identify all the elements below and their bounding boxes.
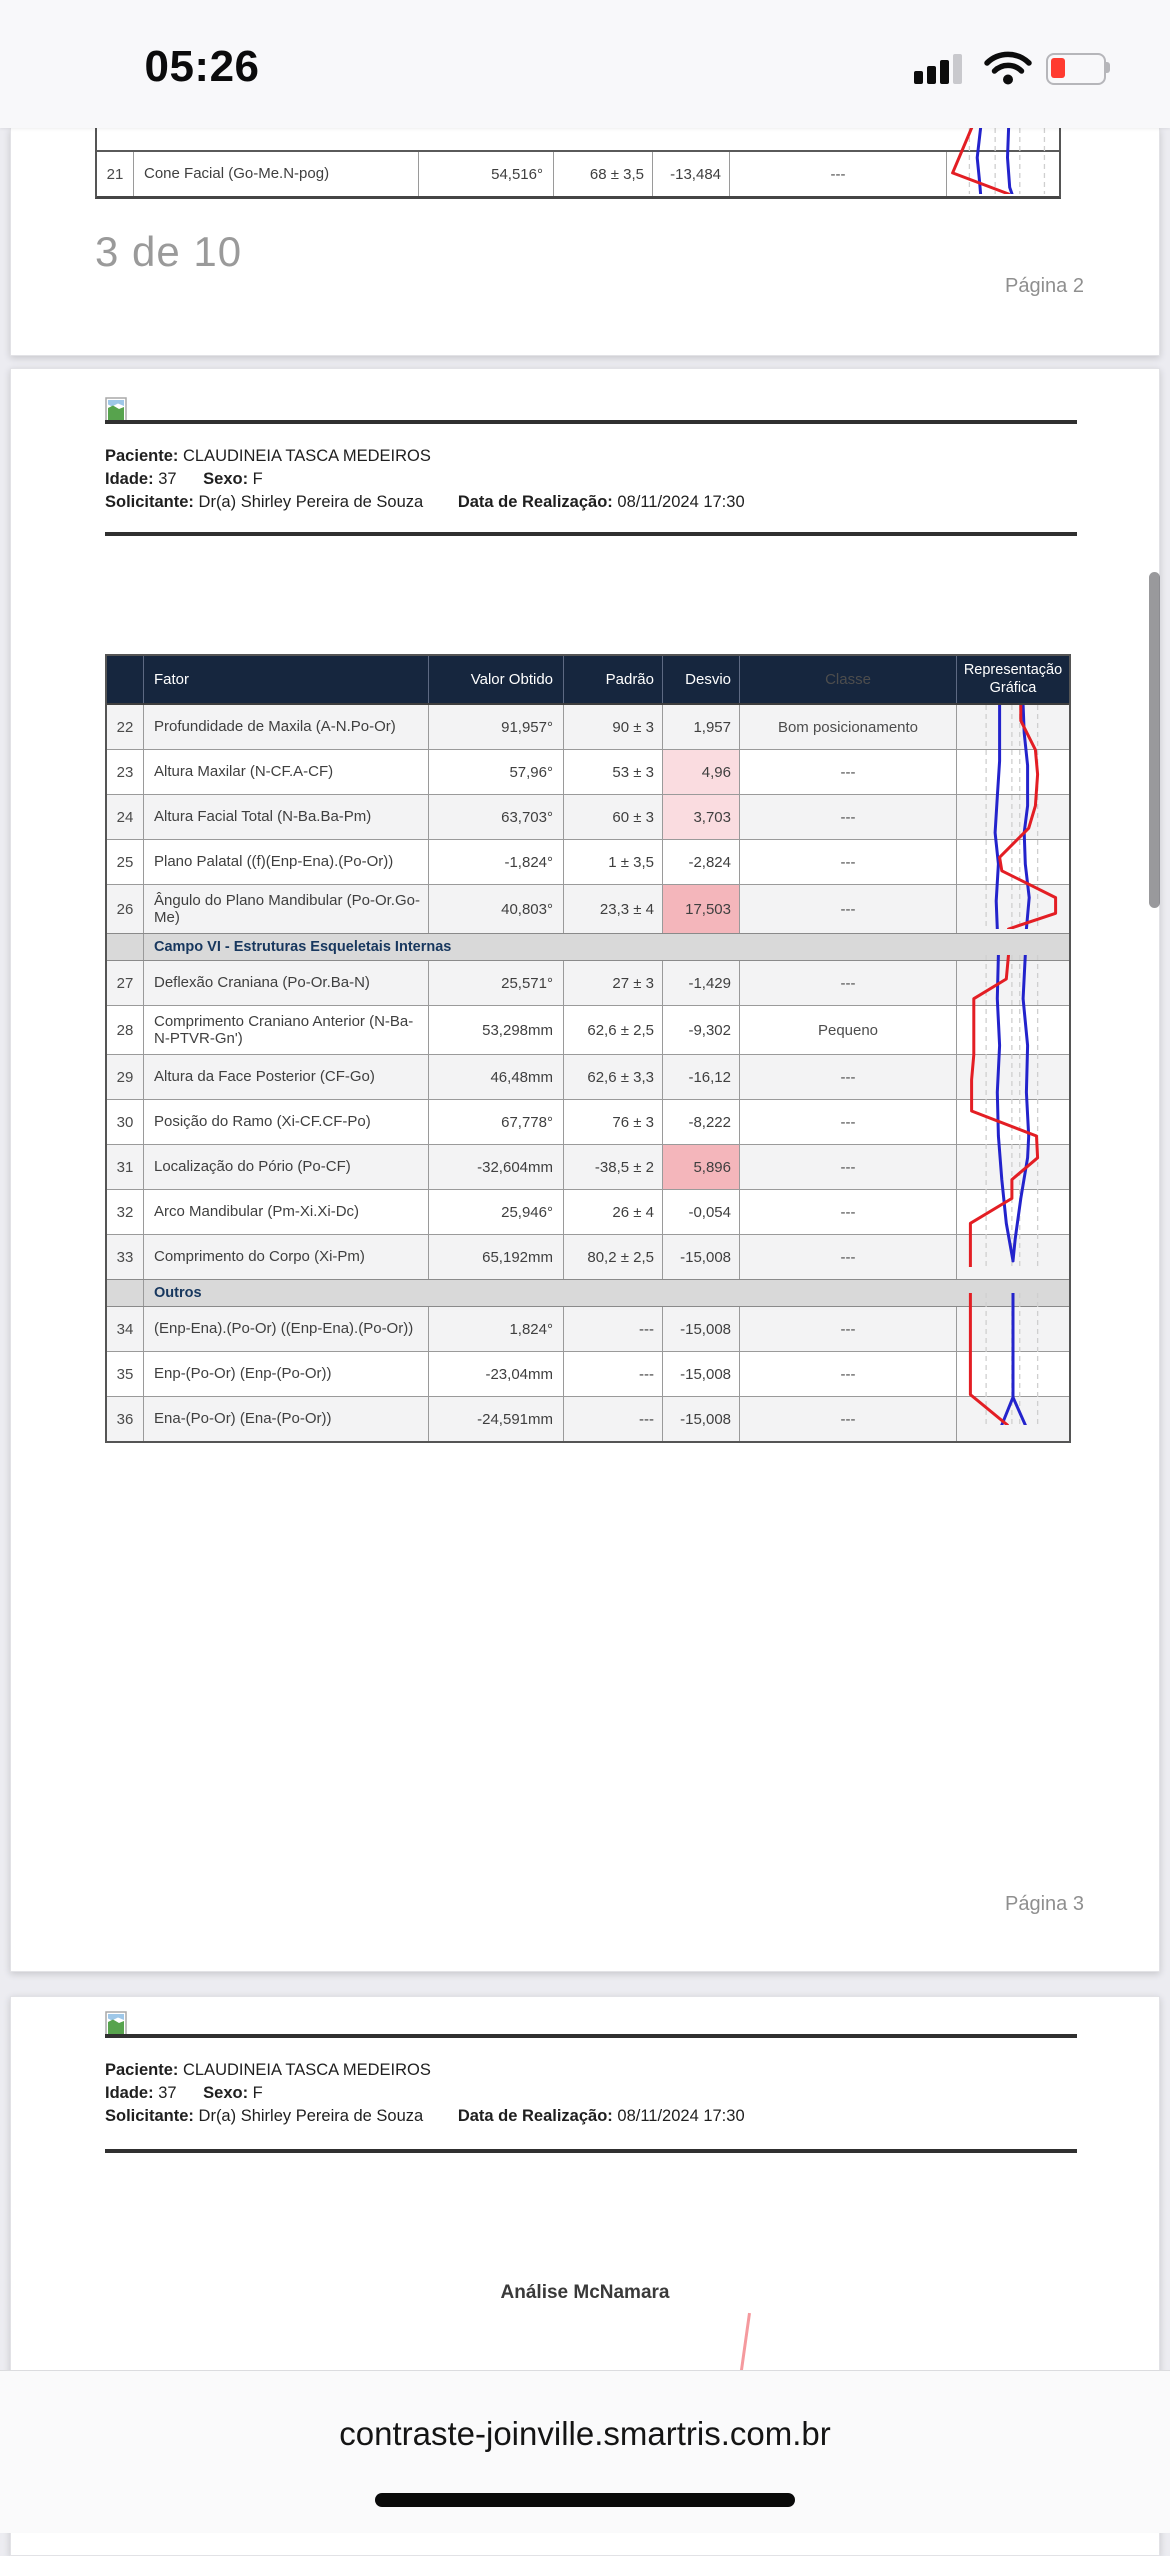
- cell-classe: ---: [740, 840, 957, 884]
- cell-desvio: -8,222: [663, 1100, 740, 1144]
- cell-classe: ---: [740, 1397, 957, 1441]
- sex-label: Sexo:: [203, 2084, 249, 2102]
- table-row: [107, 795, 1069, 840]
- analysis-title: Análise McNamara: [500, 2282, 670, 2303]
- cell-fator: Cone Facial (Go-Me.N-pog): [134, 152, 419, 196]
- cell-num: 33: [107, 1235, 144, 1279]
- header-desvio: Desvio: [663, 656, 740, 703]
- cell-num: 34: [107, 1307, 144, 1351]
- table-row: [107, 1397, 1069, 1441]
- sex-value: F: [252, 2084, 263, 2102]
- cell-repr: [957, 1190, 1069, 1234]
- date-label: Data de Realização:: [457, 2107, 613, 2125]
- sheet-indicator: 3 de 10: [95, 228, 243, 275]
- cell-repr: [957, 1006, 1069, 1054]
- cell-desvio: 1,957: [663, 705, 740, 749]
- section-num-cell: [107, 934, 144, 960]
- table-row: [107, 840, 1069, 885]
- age-sex-line: [105, 2084, 263, 2103]
- section-title: Outros: [154, 1285, 202, 1301]
- cell-desvio: -2,824: [663, 840, 740, 884]
- cell-valor: -32,604mm: [429, 1145, 564, 1189]
- cell-fator: Localização do Pório (Po-CF): [144, 1145, 429, 1189]
- cell-repr: [957, 840, 1069, 884]
- cell-fator: Altura Maxilar (N-CF.A-CF): [144, 750, 429, 794]
- cell-padrao: 62,6 ± 3,3: [564, 1055, 663, 1099]
- age-sex-line: [105, 470, 263, 489]
- cell-valor: 63,703°: [429, 795, 564, 839]
- cell-num: 26: [107, 885, 144, 933]
- clock-label: 05:26: [144, 42, 260, 91]
- cell-repr: [957, 1307, 1069, 1351]
- section-header-row: [107, 933, 1069, 961]
- table-row: [107, 1055, 1069, 1100]
- cell-num: 30: [107, 1100, 144, 1144]
- divider: [105, 420, 1077, 424]
- cell-desvio: -13,484: [653, 152, 730, 196]
- table-body: [107, 705, 1069, 1441]
- divider: [105, 2149, 1077, 2153]
- age-label: Idade:: [105, 470, 154, 488]
- cell-fator: Ena-(Po-Or) (Ena-(Po-Or)): [144, 1397, 429, 1441]
- cell-valor: 40,803°: [429, 885, 564, 933]
- patient-label: Paciente:: [105, 2061, 179, 2079]
- cell-fator: (Enp-Ena).(Po-Or) ((Enp-Ena).(Po-Or)): [144, 1307, 429, 1351]
- cell-classe: ---: [740, 885, 957, 933]
- cell-desvio: -1,429: [663, 961, 740, 1005]
- cell-fator: Ângulo do Plano Mandibular (Po-Or.Go-Me): [144, 885, 429, 933]
- section-title: Campo VI - Estruturas Esqueletais Internas: [154, 939, 452, 955]
- requester-value: Dr(a) Shirley Pereira de Souza: [198, 2107, 424, 2125]
- cell-classe: ---: [730, 152, 947, 196]
- cell-fator: Altura da Face Posterior (CF-Go): [144, 1055, 429, 1099]
- url-bar[interactable]: [0, 2370, 1170, 2533]
- cell-classe: ---: [740, 961, 957, 1005]
- age-value: 37: [158, 2084, 177, 2102]
- cephalometric-table: [105, 654, 1071, 1443]
- cell-num: 36: [107, 1397, 144, 1441]
- red-annotation-line: [740, 2313, 751, 2373]
- clipped-table-row: [97, 128, 1059, 152]
- patient-name: CLAUDINEIA TASCA MEDEIROS: [182, 447, 431, 465]
- battery-icon: [1046, 53, 1110, 83]
- cell-desvio: 3,703: [663, 795, 740, 839]
- cell-desvio: 5,896: [663, 1145, 740, 1189]
- cell-desvio: -16,12: [663, 1055, 740, 1099]
- cell-valor: 25,946°: [429, 1190, 564, 1234]
- requester-label: Solicitante:: [105, 493, 194, 511]
- cell-num: 22: [107, 705, 144, 749]
- table-row: [107, 1235, 1069, 1280]
- cell-repr: [957, 1352, 1069, 1396]
- cell-fator: Comprimento do Corpo (Xi-Pm): [144, 1235, 429, 1279]
- table-row: [107, 1006, 1069, 1055]
- cell-valor: 91,957°: [429, 705, 564, 749]
- cell-padrao: 53 ± 3: [564, 750, 663, 794]
- header-valor-obtido: Valor Obtido: [429, 656, 564, 703]
- cell-repr: [957, 1055, 1069, 1099]
- divider: [105, 2034, 1077, 2038]
- sex-label: Sexo:: [203, 470, 249, 488]
- cell-desvio: -0,054: [663, 1190, 740, 1234]
- date-value: 08/11/2024 17:30: [617, 493, 745, 511]
- cell-classe: ---: [740, 1145, 957, 1189]
- cell-num: 23: [107, 750, 144, 794]
- cell-classe: ---: [740, 1352, 957, 1396]
- cell-repr: [957, 885, 1069, 933]
- pdf-page-2: [10, 128, 1160, 356]
- cell-fator: Comprimento Craniano Anterior (N-Ba-N-PTVR-Gn'): [144, 1006, 429, 1054]
- cell-fator: Posição do Ramo (Xi-CF.CF-Po): [144, 1100, 429, 1144]
- cellular-signal-icon: [914, 52, 970, 84]
- age-value: 37: [158, 470, 177, 488]
- cell-fator: Profundidade de Maxila (A-N.Po-Or): [144, 705, 429, 749]
- section-header-row: [107, 1279, 1069, 1307]
- cell-padrao: ---: [564, 1307, 663, 1351]
- date-label: Data de Realização:: [457, 493, 613, 511]
- cell-valor: -24,591mm: [429, 1397, 564, 1441]
- table-row: [107, 961, 1069, 1006]
- divider: [105, 532, 1077, 536]
- cell-valor: 1,824°: [429, 1307, 564, 1351]
- cell-valor: 65,192mm: [429, 1235, 564, 1279]
- cell-padrao: 62,6 ± 2,5: [564, 1006, 663, 1054]
- cell-padrao: 27 ± 3: [564, 961, 663, 1005]
- table-row: [107, 1190, 1069, 1235]
- table-row: [107, 885, 1069, 934]
- cell-valor: -23,04mm: [429, 1352, 564, 1396]
- pdf-page-3: [10, 368, 1160, 1972]
- cell-classe: Pequeno: [740, 1006, 957, 1054]
- cell-classe: ---: [740, 750, 957, 794]
- cell-num: 24: [107, 795, 144, 839]
- table-row: [107, 1307, 1069, 1352]
- status-bar: [0, 0, 1170, 128]
- cell-repr: [957, 1235, 1069, 1279]
- table-row: [107, 1352, 1069, 1397]
- cell-fator: Altura Facial Total (N-Ba.Ba-Pm): [144, 795, 429, 839]
- cell-classe: ---: [740, 1235, 957, 1279]
- cell-repr: [957, 1145, 1069, 1189]
- cell-fator: Plano Palatal ((f)(Enp-Ena).(Po-Or)): [144, 840, 429, 884]
- status-icons: [914, 50, 1110, 86]
- cell-padrao: 80,2 ± 2,5: [564, 1235, 663, 1279]
- cell-padrao: -38,5 ± 2: [564, 1145, 663, 1189]
- cell-padrao: ---: [564, 1397, 663, 1441]
- cell-valor: 54,516°: [419, 152, 554, 196]
- cell-desvio: -15,008: [663, 1397, 740, 1441]
- table-row: [97, 152, 1059, 196]
- table-row: [107, 750, 1069, 795]
- cell-valor: 67,778°: [429, 1100, 564, 1144]
- patient-name: CLAUDINEIA TASCA MEDEIROS: [182, 2061, 431, 2079]
- page-footer: Página 3: [1005, 1893, 1084, 1915]
- requester-line: [105, 493, 745, 512]
- cell-padrao: 68 ± 3,5: [554, 152, 653, 196]
- cell-padrao: 23,3 ± 4: [564, 885, 663, 933]
- header-representacao: Representação Gráfica: [963, 662, 1063, 696]
- table-row: [107, 1145, 1069, 1190]
- cell-desvio: -15,008: [663, 1307, 740, 1351]
- cell-num: 28: [107, 1006, 144, 1054]
- cell-valor: 57,96°: [429, 750, 564, 794]
- cell-valor: -1,824°: [429, 840, 564, 884]
- cell-classe: ---: [740, 1100, 957, 1144]
- cell-repr: [957, 1100, 1069, 1144]
- scroll-indicator[interactable]: [1149, 572, 1160, 908]
- cell-representacao: [947, 152, 1059, 196]
- cell-padrao: 60 ± 3: [564, 795, 663, 839]
- date-value: 08/11/2024 17:30: [617, 2107, 745, 2125]
- cell-desvio: -15,008: [663, 1235, 740, 1279]
- cell-classe: ---: [740, 795, 957, 839]
- cell-valor: 46,48mm: [429, 1055, 564, 1099]
- cell-valor: 53,298mm: [429, 1006, 564, 1054]
- cell-num: 31: [107, 1145, 144, 1189]
- battery-level-low: [1051, 58, 1065, 78]
- cell-desvio: 4,96: [663, 750, 740, 794]
- cell-fator: Enp-(Po-Or) (Enp-(Po-Or)): [144, 1352, 429, 1396]
- requester-label: Solicitante:: [105, 2107, 194, 2125]
- cell-desvio: -9,302: [663, 1006, 740, 1054]
- cell-valor: 25,571°: [429, 961, 564, 1005]
- partial-table: [95, 128, 1061, 199]
- cell-padrao: 90 ± 3: [564, 705, 663, 749]
- requester-line: [105, 2107, 745, 2126]
- table-header-row: [107, 656, 1069, 705]
- cell-desvio: 17,503: [663, 885, 740, 933]
- cell-classe: ---: [740, 1055, 957, 1099]
- age-label: Idade:: [105, 2084, 154, 2102]
- page-footer: Página 2: [1005, 275, 1084, 297]
- cell-padrao: 1 ± 3,5: [564, 840, 663, 884]
- patient-line: [105, 2061, 431, 2080]
- cell-num: 25: [107, 840, 144, 884]
- cell-num: 32: [107, 1190, 144, 1234]
- header-classe: Classe: [740, 656, 957, 703]
- battery-nub: [1105, 62, 1110, 73]
- cell-classe: ---: [740, 1307, 957, 1351]
- cell-repr: [957, 1397, 1069, 1441]
- patient-line: [105, 447, 431, 466]
- cell-classe: ---: [740, 1190, 957, 1234]
- cell-repr: [957, 961, 1069, 1005]
- cell-desvio: -15,008: [663, 1352, 740, 1396]
- requester-value: Dr(a) Shirley Pereira de Souza: [198, 493, 424, 511]
- header-fator: Fator: [144, 656, 429, 703]
- cell-fator: Deflexão Craniana (Po-Or.Ba-N): [144, 961, 429, 1005]
- wifi-icon: [984, 50, 1032, 86]
- cell-padrao: 26 ± 4: [564, 1190, 663, 1234]
- header-num: [107, 656, 144, 703]
- url-label[interactable]: contraste-joinville.smartris.com.br: [339, 2415, 831, 2452]
- cell-num: 29: [107, 1055, 144, 1099]
- cell-repr: [957, 705, 1069, 749]
- cell-classe: Bom posicionamento: [740, 705, 957, 749]
- cell-padrao: ---: [564, 1352, 663, 1396]
- table-row: [107, 1100, 1069, 1145]
- cell-fator: Arco Mandibular (Pm-Xi.Xi-Dc): [144, 1190, 429, 1234]
- cell-num: 21: [97, 152, 134, 196]
- sex-value: F: [252, 470, 263, 488]
- home-indicator[interactable]: [375, 2493, 795, 2507]
- cell-padrao: 76 ± 3: [564, 1100, 663, 1144]
- table-row: [107, 705, 1069, 750]
- patient-label: Paciente:: [105, 447, 179, 465]
- header-padrao: Padrão: [564, 656, 663, 703]
- cell-num: 35: [107, 1352, 144, 1396]
- section-num-cell: [107, 1280, 144, 1306]
- cell-repr: [957, 795, 1069, 839]
- cell-num: 27: [107, 961, 144, 1005]
- cell-repr: [957, 750, 1069, 794]
